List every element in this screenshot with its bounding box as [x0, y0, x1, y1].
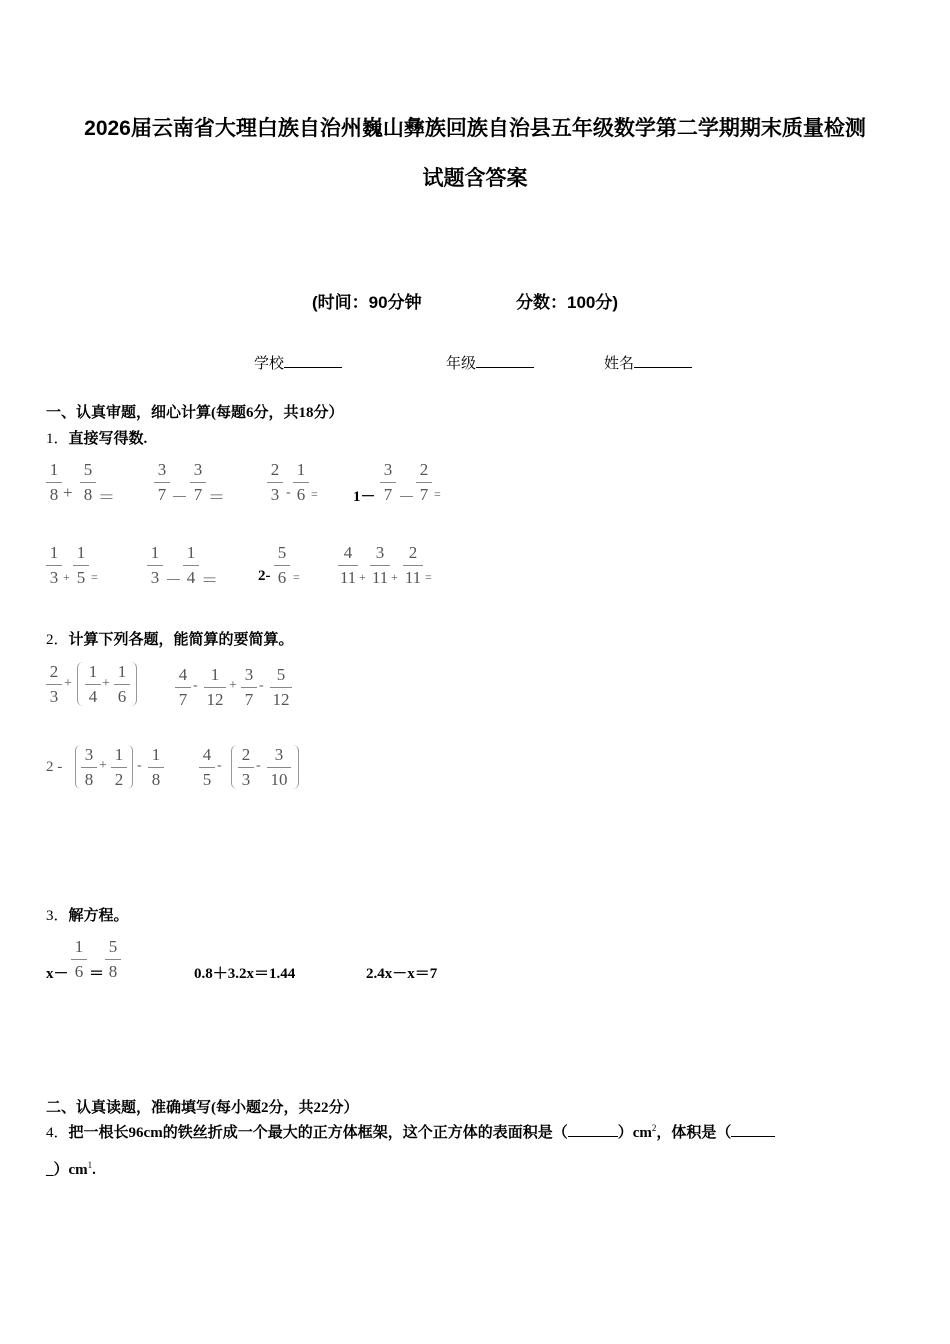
question-4-text-c: ，体积是（: [656, 1125, 732, 1141]
document-title-line-2: 试题含答案: [422, 167, 528, 190]
numerator: 2: [419, 460, 429, 479]
denominator: 12: [206, 690, 224, 709]
fraction: [111, 745, 127, 790]
one-minus: 1－: [353, 489, 376, 505]
score-label: 分数：100分): [516, 293, 619, 312]
question-4-unit-volume-exp: 1: [87, 1160, 93, 1170]
plus-sign: +: [63, 570, 70, 584]
numerator: 5: [108, 937, 118, 956]
denominator: 5: [202, 770, 212, 789]
fraction: [46, 460, 62, 505]
plus-sign: +: [359, 570, 366, 584]
fraction: [416, 460, 432, 505]
plus-sign: +: [99, 758, 107, 773]
denominator: 7: [178, 690, 188, 709]
minus-sign: －: [171, 488, 188, 507]
denominator: 7: [193, 485, 203, 504]
fraction: [71, 937, 87, 982]
minus-sign: -: [217, 758, 222, 773]
numerator: 3: [193, 460, 203, 479]
fraction: [73, 543, 89, 588]
numerator: 3: [84, 745, 94, 764]
answer-blank-area[interactable]: [568, 1122, 618, 1137]
denominator: 8: [108, 962, 118, 981]
fraction: [403, 543, 423, 588]
minus-sign: -: [137, 758, 142, 773]
denominator: 6: [277, 568, 287, 587]
fraction: [147, 543, 163, 588]
question-4-line-2-paren: _）: [46, 1162, 69, 1178]
numerator: 3: [157, 460, 167, 479]
equals-sign: =: [425, 570, 432, 584]
two-minus: 2-: [258, 568, 271, 584]
fraction: [380, 460, 396, 505]
section-2-heading: 二、认真读题，准确填写(每小题2分，共22分）: [46, 1100, 359, 1116]
numerator: 2: [49, 662, 59, 681]
fraction: [267, 745, 291, 790]
question-4-unit-area-exp: 2: [651, 1123, 657, 1133]
x-minus: x－: [46, 966, 69, 982]
numerator: 5: [276, 665, 286, 684]
question-4-period: .: [92, 1162, 96, 1178]
equals-sign: ＝: [201, 571, 218, 590]
grade-field: [446, 352, 534, 373]
question-4-text-b: 的铁丝折成一个最大的正方体框架，这个正方体的表面积是（: [162, 1125, 568, 1141]
denominator: 3: [241, 770, 251, 789]
minus-sign: -: [256, 758, 261, 773]
question-4-line-2: [46, 1158, 96, 1179]
school-blank: [284, 353, 342, 368]
fraction: [114, 662, 130, 707]
numerator: 3: [244, 665, 254, 684]
question-3-text: 解方程。: [68, 908, 129, 924]
numerator: 4: [343, 543, 353, 562]
minus-sign: -: [259, 678, 264, 693]
denominator: 11: [371, 568, 389, 587]
fraction: [204, 665, 226, 710]
numerator: 1: [117, 662, 127, 681]
answer-blank-volume[interactable]: [731, 1122, 775, 1137]
equals-sign: ＝: [89, 966, 105, 982]
q3-equation-3: 2.4x－x＝7: [366, 966, 438, 982]
denominator: 7: [419, 485, 429, 504]
two-minus: 2 -: [46, 759, 63, 775]
name-label: 姓名: [604, 356, 635, 372]
denominator: 12: [272, 690, 290, 709]
denominator: 8: [151, 770, 161, 789]
document-title-line-1: 2026届云南省大理白族自治州巍山彝族回族自治县五年级数学第二学期期末质量检测: [84, 117, 866, 140]
numerator: 2: [408, 543, 418, 562]
fraction: [270, 665, 292, 710]
numerator: 1: [186, 543, 196, 562]
numerator: 1: [76, 543, 86, 562]
minus-sign: －: [165, 571, 182, 590]
plus-sign: +: [229, 678, 237, 693]
equals-sign: =: [434, 487, 441, 501]
section-1-heading: 一、认真审题，细心计算(每题6分，共18分）: [46, 405, 344, 421]
question-4-text-a: 把一根长: [68, 1125, 129, 1141]
question-1-text: 直接写得数.: [68, 431, 148, 447]
denominator: 8: [83, 485, 93, 504]
denominator: 3: [270, 485, 280, 504]
question-3: [46, 904, 129, 925]
fraction: [46, 662, 62, 707]
denominator: 10: [270, 770, 288, 789]
denominator: 6: [74, 962, 84, 981]
numerator: 4: [202, 745, 212, 764]
question-1-number: 1．: [46, 431, 69, 447]
denominator: 3: [49, 568, 59, 587]
numerator: 3: [383, 460, 393, 479]
question-3-number: 3．: [46, 908, 69, 924]
plus-sign: +: [391, 570, 398, 584]
fraction: [148, 745, 164, 790]
numerator: 1: [49, 543, 59, 562]
numerator: 5: [83, 460, 93, 479]
question-4-length: 96cm: [128, 1125, 163, 1141]
school-field: [254, 352, 342, 373]
fraction: [175, 665, 191, 710]
plus-sign: +: [63, 483, 73, 502]
numerator: 5: [277, 543, 287, 562]
denominator: 3: [150, 568, 160, 587]
numerator: 1: [88, 662, 98, 681]
fraction: [241, 665, 257, 710]
denominator: 4: [88, 687, 98, 706]
fraction: [183, 543, 199, 588]
grade-label: 年级: [446, 356, 477, 372]
question-4-number: 4．: [46, 1125, 69, 1141]
numerator: 3: [274, 745, 284, 764]
denominator: 3: [49, 687, 59, 706]
fraction: [238, 745, 254, 790]
equals-sign: ＝: [208, 488, 225, 507]
denominator: 4: [186, 568, 196, 587]
denominator: 8: [49, 485, 59, 504]
denominator: 2: [114, 770, 124, 789]
fraction: [46, 543, 62, 588]
fraction: [105, 937, 121, 982]
equals-sign: ＝: [98, 488, 115, 507]
question-4-unit-volume: cm: [68, 1162, 88, 1178]
name-blank: [634, 353, 692, 368]
question-2-text: 计算下列各题，能简算的要简算。: [68, 632, 294, 648]
minus-sign: -: [286, 485, 291, 500]
minus-sign: －: [398, 488, 415, 507]
numerator: 1: [74, 937, 84, 956]
numerator: 1: [296, 460, 306, 479]
denominator: 8: [84, 770, 94, 789]
plus-sign: +: [102, 676, 110, 691]
denominator: 6: [296, 485, 306, 504]
time-label: (时间：90分钟: [312, 293, 422, 312]
numerator: 4: [178, 665, 188, 684]
numerator: 2: [241, 745, 251, 764]
denominator: 6: [117, 687, 127, 706]
fraction: [338, 543, 358, 588]
school-label: 学校: [254, 356, 285, 372]
fraction: [190, 460, 206, 505]
q3-equation-2: 0.8＋3.2x＝1.44: [194, 966, 296, 982]
fraction: [85, 662, 101, 707]
fraction: [154, 460, 170, 505]
fraction: [80, 460, 96, 505]
equals-sign: =: [91, 570, 98, 584]
question-4-close-paren: ）: [617, 1125, 633, 1141]
equals-sign: =: [293, 570, 300, 584]
minus-sign: -: [193, 678, 198, 693]
numerator: 1: [150, 543, 160, 562]
numerator: 1: [151, 745, 161, 764]
numerator: 1: [49, 460, 59, 479]
denominator: 11: [404, 568, 422, 587]
denominator: 11: [339, 568, 357, 587]
equals-sign: =: [311, 487, 318, 501]
fraction: [199, 745, 215, 790]
question-1: [46, 427, 147, 448]
fraction: [293, 460, 309, 505]
numerator: 2: [270, 460, 280, 479]
grade-blank: [476, 353, 534, 368]
fraction: [267, 460, 283, 505]
numerator: 1: [114, 745, 124, 764]
question-4-unit-area: cm: [632, 1125, 652, 1141]
denominator: 7: [383, 485, 393, 504]
question-4: [46, 1121, 775, 1142]
numerator: 1: [210, 665, 220, 684]
question-2-number: 2．: [46, 632, 69, 648]
name-field: [604, 352, 692, 373]
fraction: [370, 543, 390, 588]
fraction: [274, 543, 290, 588]
numerator: 3: [375, 543, 385, 562]
fraction: [81, 745, 97, 790]
denominator: 5: [76, 568, 86, 587]
question-2: [46, 628, 294, 649]
denominator: 7: [157, 485, 167, 504]
denominator: 7: [244, 690, 254, 709]
plus-sign: +: [64, 676, 72, 691]
